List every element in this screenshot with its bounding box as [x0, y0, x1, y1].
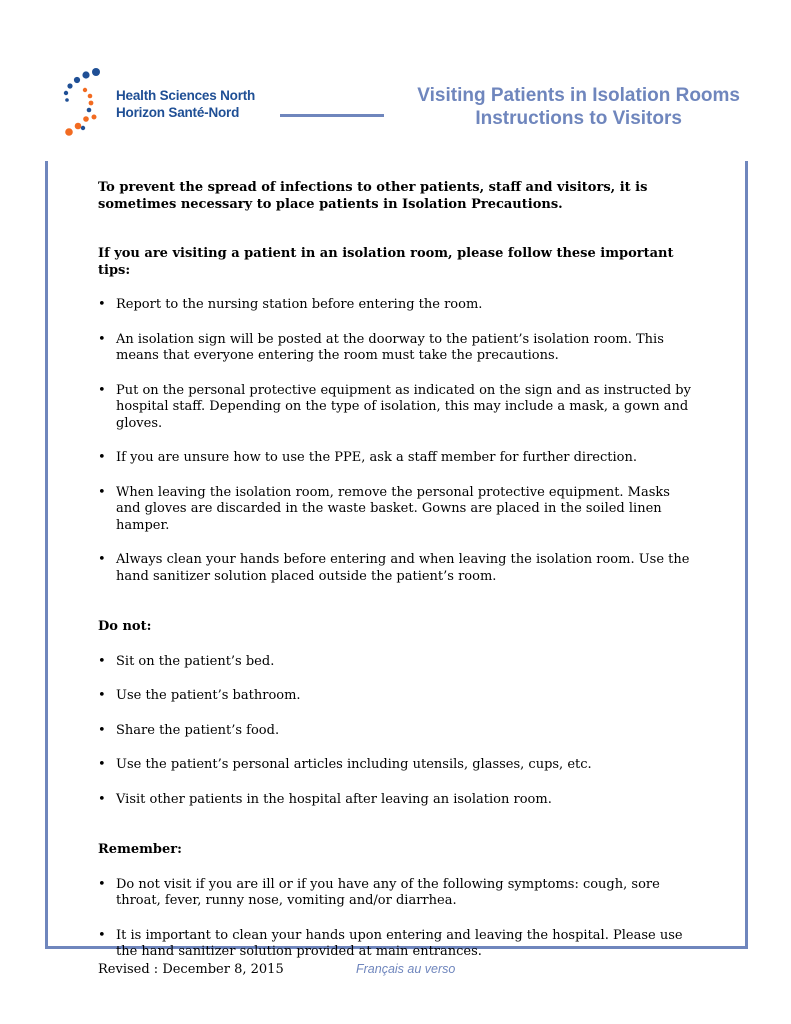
list-item: • Share the patient’s food. — [98, 723, 698, 740]
list-item: • Report to the nursing station before entering the room. — [98, 297, 698, 314]
tips-heading: If you are visiting a patient in an isolation room, please follow these important tips: — [98, 246, 674, 278]
list-item: • Do not visit if you are ill or if you have any of the following symptoms: cough, sore throat, fever, runny nose, vomiting and/or diarrhea. — [98, 877, 698, 910]
document-title — [417, 84, 740, 130]
list-item: • When leaving the isolation room, remove the personal protective equipment. Masks and gloves are discarded in the waste basket. Gowns are placed in the soiled linen hamper. — [98, 485, 698, 535]
list-item: • Put on the personal protective equipment as indicated on the sign and as instructed by hospital staff. Depending on the type of isolation, this may include a mask, a gown and gloves. — [98, 383, 698, 433]
logo-dots-mark — [58, 66, 108, 146]
do-not-heading: Do not: — [98, 619, 152, 634]
document-body — [98, 180, 698, 961]
list-item: • Visit other patients in the hospital after leaving an isolation room. — [98, 792, 698, 809]
list-item: • An isolation sign will be posted at the doorway to the patient’s isolation room. This means that everyone entering the room must take the precautions. — [98, 332, 698, 365]
list-item: • Use the patient’s personal articles including utensils, glasses, cups, etc. — [98, 757, 698, 774]
hsn-logo — [58, 66, 258, 146]
french-version-note: Français au verso — [356, 962, 456, 976]
intro-paragraph: To prevent the spread of infections to other patients, staff and visitors, it is sometimes necessary to place patients in Isolation Precautions. — [98, 180, 648, 212]
org-name-french: Horizon Santé-Nord — [116, 105, 240, 120]
do-not-list — [98, 654, 698, 809]
list-item: • Sit on the patient’s bed. — [98, 654, 698, 671]
header-divider — [280, 114, 384, 117]
list-item: • If you are unsure how to use the PPE, ask a staff member for further direction. — [98, 450, 698, 467]
org-name-english: Health Sciences North — [116, 88, 256, 103]
revision-date: Revised : December 8, 2015 — [98, 962, 284, 977]
list-item: • Use the patient’s bathroom. — [98, 688, 698, 705]
list-item: • It is important to clean your hands upon entering and leaving the hospital. Please use the hand sanitizer solution provided at main entrances. — [98, 928, 698, 961]
title-line-1: Visiting Patients in Isolation Rooms — [417, 85, 740, 106]
list-item: • Always clean your hands before entering and when leaving the isolation room. Use the hand sanitizer solution placed outside the patient’s room. — [98, 552, 698, 585]
title-line-2: Instructions to Visitors — [475, 108, 682, 129]
tips-list — [98, 297, 698, 585]
remember-heading: Remember: — [98, 842, 182, 857]
remember-list — [98, 877, 698, 961]
organization-name — [116, 87, 255, 121]
